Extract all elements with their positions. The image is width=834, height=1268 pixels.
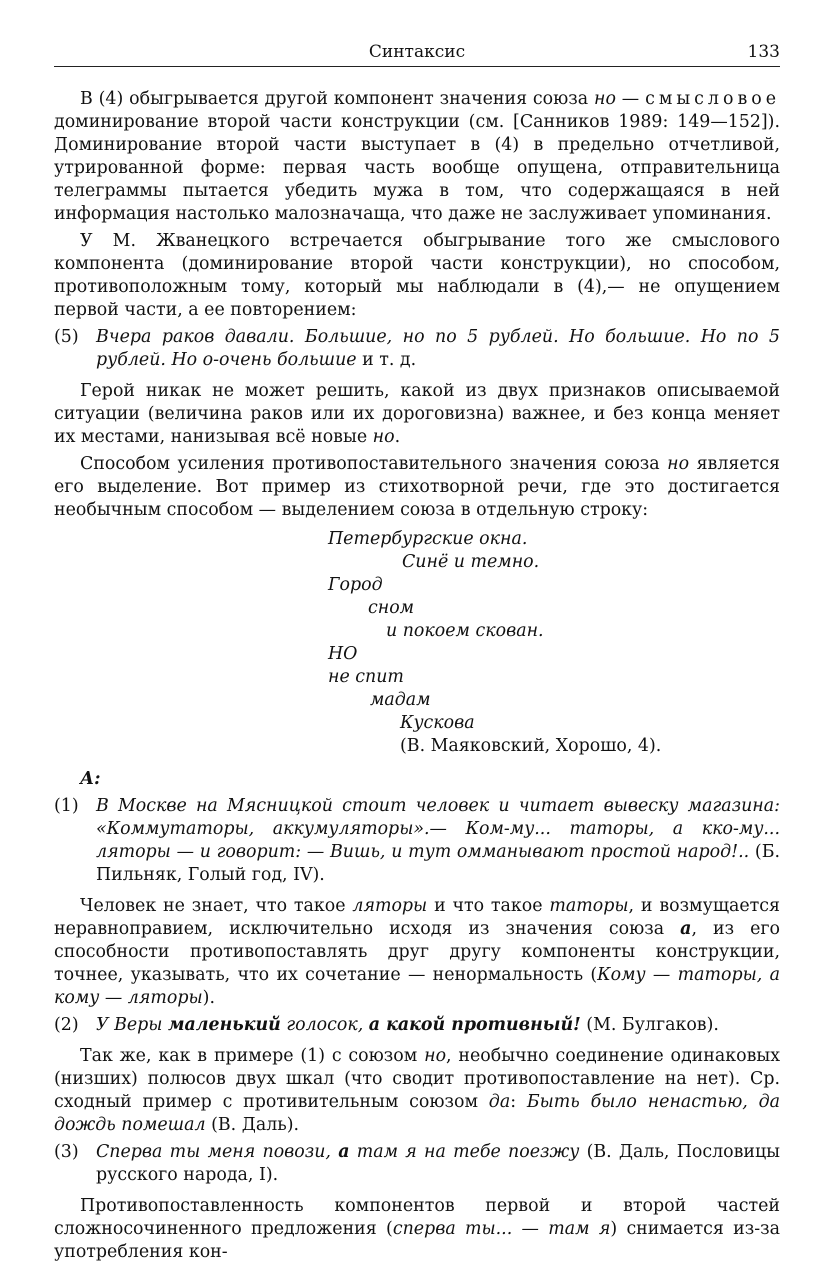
- paragraph-5: Человек не знает, что такое ляторы и что такое таторы, и возмущается неравноправием, исключительно исходя из значения союза а, из его способности противопоставлять друг другу компоненты конструкции, точнее, указывать, что их сочетание — ненормальность (Кому — таторы, а кому — ляторы).: [54, 896, 780, 1008]
- paragraph-7: Противопоставленность компонентов первой и второй частей сложносочиненного предложения (сперва ты... — там я) снимается из-за употребления кон-: [54, 1196, 780, 1262]
- example-a2: (2) У Веры маленький голосок, а какой противный! (М. Булгаков).: [54, 1015, 719, 1035]
- poem-line: сном: [368, 598, 415, 618]
- paragraph-4: Способом усиления противопоставительного значения союза но является его выделение. Вот пример из стихотворной речи, где это достигается необычным способом — выделением союза в отдельную строку:: [54, 454, 780, 520]
- example-number: (5): [54, 327, 79, 347]
- poem-line: Кускова: [400, 713, 475, 733]
- poem-line: Петербургские окна.: [328, 529, 528, 549]
- poem-line: Синё и темно.: [402, 552, 540, 572]
- poem-line: не спит: [328, 667, 404, 687]
- paragraph-6: Так же, как в примере (1) с союзом но, необычно соединение одинаковых (низших) полюсов двух шкал (что сводит противопоставление на нет). Ср. сходный пример с противительным союзом да: Быть было ненастью, да дождь помешал (В. Даль).: [54, 1046, 781, 1135]
- example-number: (1): [54, 796, 79, 816]
- section-label: А:: [80, 769, 101, 789]
- example-number: (2): [54, 1015, 79, 1035]
- example-a3: (3) Сперва ты меня повози, а там я на тебе поезжу (В. Даль, Пословицы русского народа, I).: [54, 1142, 781, 1185]
- header-title: Синтаксис: [368, 42, 466, 62]
- paragraph-3: Герой никак не может решить, какой из двух признаков описываемой ситуации (величина раков или их дороговизна) важнее, и без конца меняет их местами, нанизывая всё новые но.: [54, 381, 780, 447]
- poem-line: Город: [328, 575, 383, 595]
- body-text: [54, 88, 780, 1268]
- poem-line: и покоем скован.: [386, 621, 544, 641]
- running-header: [54, 42, 780, 67]
- poem-line: мадам: [370, 690, 431, 710]
- page-number: 133: [747, 42, 780, 62]
- poem-quote: [54, 528, 780, 758]
- paragraph-1: В (4) обыгрывается другой компонент значения союза но — смысловое доминирование второй части конструкции (см. [Санников 1989: 149—152]). Доминирование второй части выступает в (4) в предельно отчетливой, утрированной форме: первая часть вообще опущена, отправительница телеграммы пытается убедить мужа в том, что содержащаяся в ней информация настолько малозначаща, что даже не заслуживает упоминания.: [54, 89, 780, 224]
- poem-line: НО: [328, 644, 358, 664]
- paragraph-2: У М. Жванецкого встречается обыгрывание того же смыслового компонента (доминирование второй части конструкции), но способом, противоположным тому, который мы наблюдали в (4),— не опущением первой части, а ее повторением:: [54, 231, 780, 320]
- example-a1: (1) В Москве на Мясницкой стоит человек и читает вывеску магазина: «Коммутаторы, аккумуляторы».— Ком-му... таторы, а кко-му... ляторы — и говорит: — Вишь, и тут омманывают простой народ!.. (Б. Пильняк, Голый год, IV).: [54, 796, 780, 885]
- example-number: (3): [54, 1142, 79, 1162]
- poem-source: (В. Маяковский, Хорошо, 4).: [400, 736, 662, 756]
- example-5: (5) Вчера раков давали. Большие, но по 5 рублей. Но большие. Но по 5 рублей. Но о-очень большие и т. д.: [54, 327, 780, 370]
